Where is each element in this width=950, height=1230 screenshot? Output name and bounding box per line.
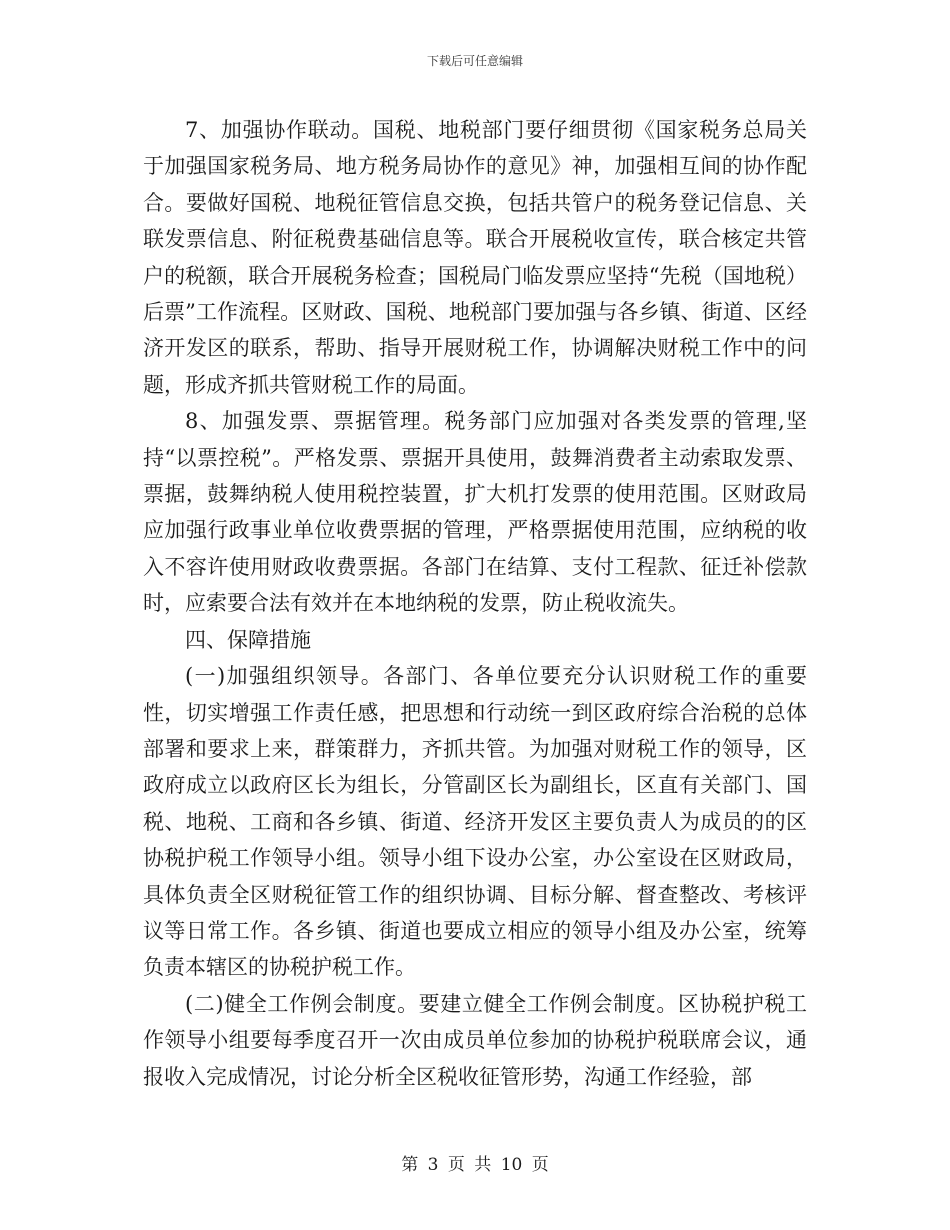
page-header: 下载后可任意编辑 [426, 54, 523, 68]
paragraph-organization-leadership: (一)加强组织领导。各部门、各单位要充分认识财税工作的重要性，切实增强工作责任感，把思想和行动统一到区政府综合治税的总体部署和要求上来，群策群力，齐抓共管。为加强对财税工作的领导，区政府成立以政府区长为组长，分管副区长为副组长，区直有关部门、国税、地税、工商和各乡镇、街道、经济开发区主要负责人为成员的的区协税护税工作领导小组。领导小组下设办公室，办公室设在区财政局，具体负责全区财税征管工作的组织协调、目标分解、督查整改、考核评议等日常工作。各乡镇、街道也要成立相应的领导小组及办公室，统筹负责本辖区的协税护税工作。 [143, 664, 807, 980]
page-footer: 第 3 页 共 10 页 [401, 1155, 549, 1175]
paragraph-8-invoice-management: 8、加强发票、票据管理。税务部门应加强对各类发票的管理,坚持“以票控税”。严格发票、票据开具使用，鼓舞消费者主动索取发票、票据，鼓舞纳税人使用税控装置，扩大机打发票的使用范围。区财政局应加强行政事业单位收费票据的管理，严格票据使用范围，应纳税的收入不容许使用财政收费票据。各部门在结算、支付工程款、征迁补偿款时，应索要合法有效并在本地纳税的发票，防止税收流失。 [143, 409, 807, 616]
document-body [143, 112, 807, 1095]
paragraph-work-meeting-system: (二)健全工作例会制度。要建立健全工作例会制度。区协税护税工作领导小组要每季度召开一次由成员单位参加的协税护税联席会议，通报收入完成情况，讨论分析全区税收征管形势，沟通工作经验，部 [143, 991, 807, 1089]
section-heading-safeguards: 四、保障措施 [185, 627, 311, 652]
paragraph-7-coordination: 7、加强协作联动。国税、地税部门要仔细贯彻《国家税务总局关于加强国家税务局、地方税务局协作的意见》神，加强相互间的协作配合。要做好国税、地税征管信息交换，包括共管户的税务登记信息、关联发票信息、附征税费基础信息等。联合开展税收宣传，联合核定共管户的税额，联合开展税务检查；国税局门临发票应坚持“先税（国地税）后票”工作流程。区财政、国税、地税部门要加强与各乡镇、街道、区经济开发区的联系，帮助、指导开展财税工作，协调解决财税工作中的问题，形成齐抓共管财税工作的局面。 [143, 118, 807, 397]
